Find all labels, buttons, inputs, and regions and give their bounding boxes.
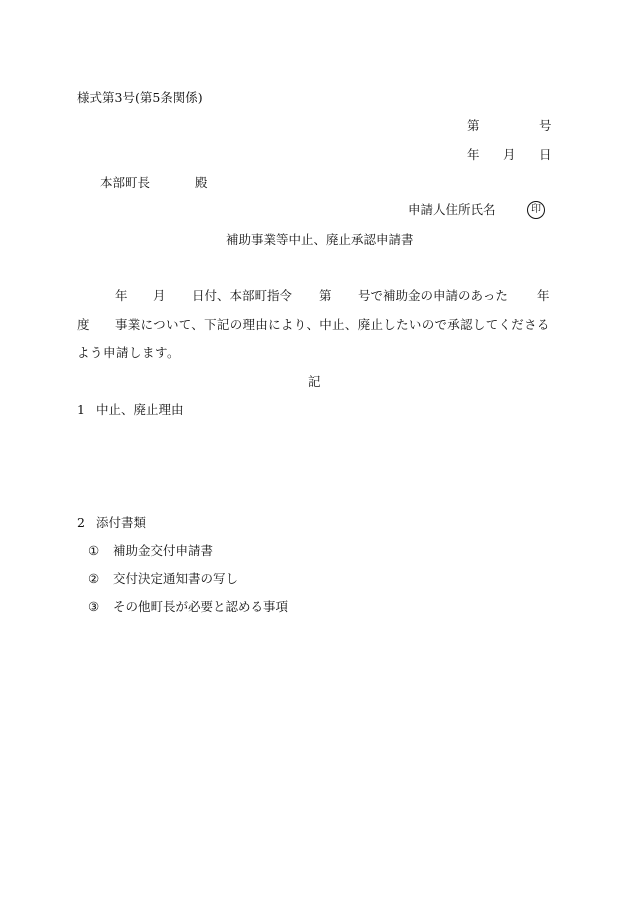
body-do: 度 [77, 317, 90, 332]
attachment-item-2: 交付決定通知書の写し [113, 571, 239, 586]
body-line2-text: 事業について、下記の理由により、中止、廃止したいので承認してくださる [115, 317, 550, 332]
date-year: 年 [467, 147, 480, 162]
seal-mark-icon: 印 [527, 201, 545, 219]
date-month: 月 [503, 147, 516, 162]
ki-heading: 記 [308, 374, 321, 389]
section2-title: 添付書類 [96, 515, 147, 530]
section1-number: 1 [77, 402, 85, 417]
addressee-name: 本部町長 [100, 175, 151, 190]
section2-number: 2 [77, 515, 85, 530]
body-year2: 年 [537, 288, 550, 303]
attachment-item-1: 補助金交付申請書 [113, 543, 214, 558]
doc-number-go: 号 [539, 118, 552, 133]
attachment-item-3: その他町長が必要と認める事項 [113, 599, 289, 614]
body-dai: 第 [319, 288, 332, 303]
attachment-mark-2: ② [88, 571, 100, 586]
body-line3: よう申請します。 [77, 345, 181, 360]
attachment-mark-3: ③ [88, 599, 100, 614]
section1-title: 中止、廃止理由 [96, 402, 184, 417]
doc-number-dai: 第 [467, 118, 480, 133]
date-day: 日 [539, 147, 552, 162]
attachment-mark-1: ① [88, 543, 100, 558]
body-year: 年 [115, 288, 128, 303]
body-day-text: 日付、本部町指令 [192, 288, 293, 303]
body-month: 月 [153, 288, 166, 303]
applicant-label: 申請人住所氏名 [408, 202, 496, 217]
body-go-text: 号で補助金の申請のあった [358, 288, 508, 303]
document-title: 補助事業等中止、廃止承認申請書 [226, 232, 414, 247]
addressee-honorific: 殿 [195, 175, 208, 190]
form-label: 様式第3号(第5条関係) [77, 90, 203, 105]
